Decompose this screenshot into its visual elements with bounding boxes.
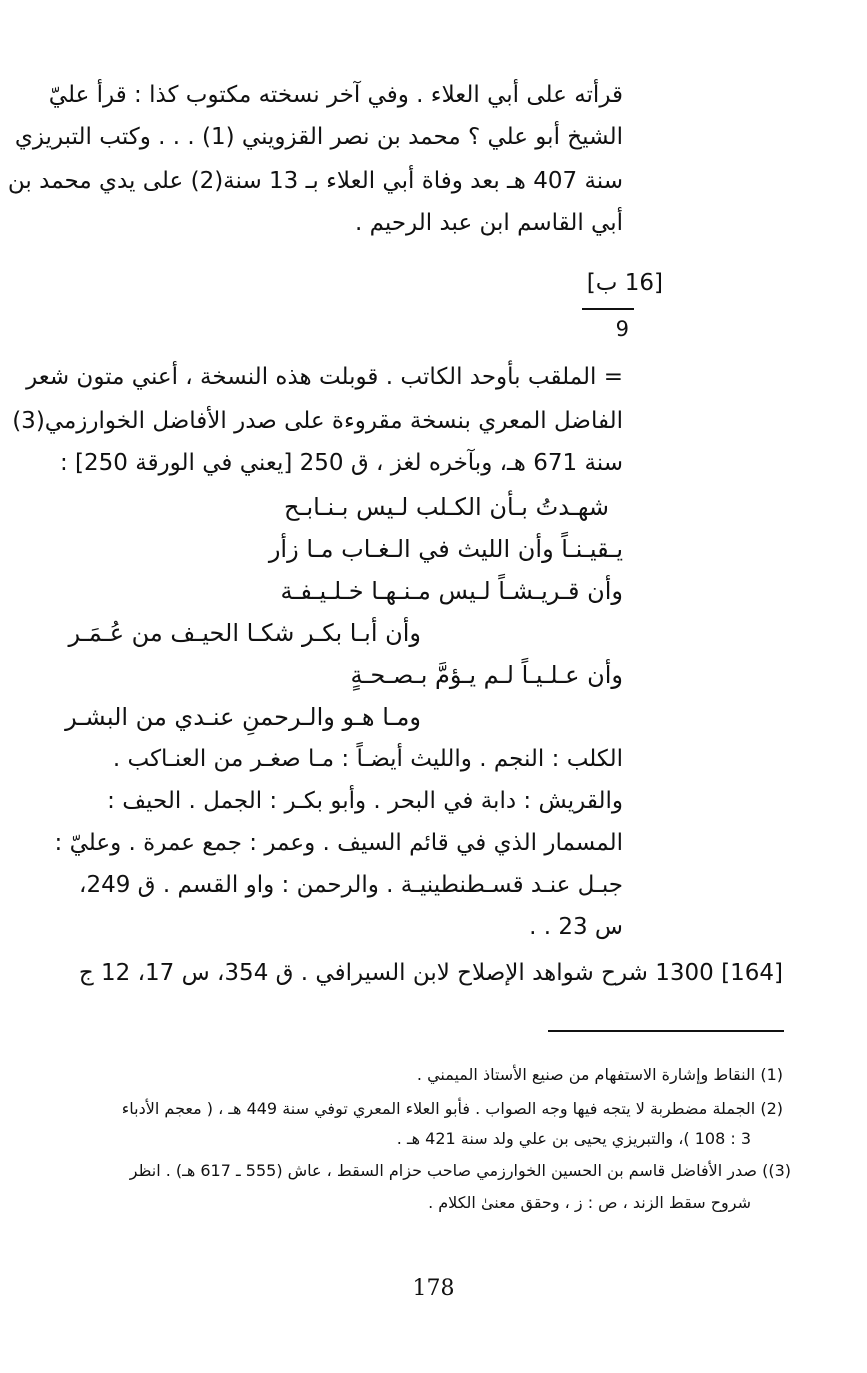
folio-marker: [16 ب] <box>586 270 663 296</box>
poem-verse3-second-hemistich: ومـا هـو والـرحمنِ عنـدي من البشـر <box>65 703 421 731</box>
para1-line2: الشيخ أبو علي ؟ محمد بن نصر القزويني (1) . . . وكتب التبريزي <box>14 124 623 150</box>
poem-verse2-first-hemistich: وأن قـريـشـاً لـيس مـنـهـا خـلـيـفـة <box>280 577 623 605</box>
poem-verse2-second-hemistich: وأن أبـا بكـر شكـا الحيـف من عُـمَـر <box>68 619 421 647</box>
para1-line3: سنة 407 هـ بعد وفاة أبي العلاء بـ 13 سنة(2) على يدي محمد بن <box>7 168 623 194</box>
catalogue-entry: [164] 1300 شرح شواهد الإصلاح لابن السيرافي . ق 354، س 17، 12 ج <box>78 960 783 986</box>
gloss-line4: جبـل عنـد قسـطنطينيـة . والرحمن : واو القسم . ق 249، <box>79 872 623 898</box>
gloss-line1: الكلب : النجم . والليث أيضـاً : مـا صغـر من العنـاكب . <box>112 746 623 772</box>
para2-line2: الفاضل المعري بنسخة مقروءة على صدر الأفاضل الخوارزمي(3) <box>12 408 623 434</box>
para1-line4: أبي القاسم ابن عبد الرحيم . <box>354 210 623 236</box>
folio-number: 9 <box>615 317 629 341</box>
poem-verse3-first-hemistich: وأن عـلـيـاً لـم يـؤمَّ بـصـحـةٍ <box>350 661 623 689</box>
folio-rule <box>582 308 634 310</box>
poem-verse1-first-hemistich: شهـدتُ بـأن الكـلب لـيس بـنـابـح <box>283 493 609 521</box>
footnote-3-line1: (3)) صدر الأفاضل قاسم بن الحسين الخوارزمي صاحب حزام السقط ، عاش (555 ـ 617 هـ) . انظر <box>129 1161 791 1180</box>
footnote-1: (1) النقاط وإشارة الاستفهام من صنيع الأستاذ الميمني . <box>416 1065 783 1084</box>
footnote-3-line2: شروح سقط الزند ، ص : ز ، وحقق معنىٰ الكلام . <box>428 1193 751 1212</box>
gloss-line2: والقريش : دابة في البحر . وأبو بكـر : الجمل . الحيف : <box>107 788 623 814</box>
footnote-2-line2: 3 : 108 )، والتبريزي يحيى بن علي ولد سنة 421 هـ . <box>396 1129 751 1148</box>
poem-verse1-second-hemistich: يـقيـنـاً وأن الليث في الـغـاب مـا زأر <box>268 535 623 563</box>
footnote-2-line1: (2) الجملة مضطربة لا يتجه فيها وجه الصواب . فأبو العلاء المعري توفي سنة 449 هـ ، ( معجم الأدباء <box>121 1099 783 1118</box>
para1-line1: قرأته على أبي العلاء . وفي آخر نسخته مكتوب كذا : قرأ عليّ <box>48 82 623 108</box>
para2-line3: سنة 671 هـ، وبآخره لغز ، ق 250 [يعني في الورقة 250] : <box>59 450 623 476</box>
page-number: 178 <box>412 1276 455 1301</box>
gloss-line3: المسمار الذي في قائم السيف . وعمر : جمع عمرة . وعليّ : <box>54 830 623 856</box>
gloss-line5: س 23 . . <box>529 914 623 940</box>
footnote-separator <box>548 1030 784 1032</box>
para2-line1: = الملقب بأوحد الكاتب . قوبلت هذه النسخة ، أعني متون شعر <box>26 364 623 390</box>
